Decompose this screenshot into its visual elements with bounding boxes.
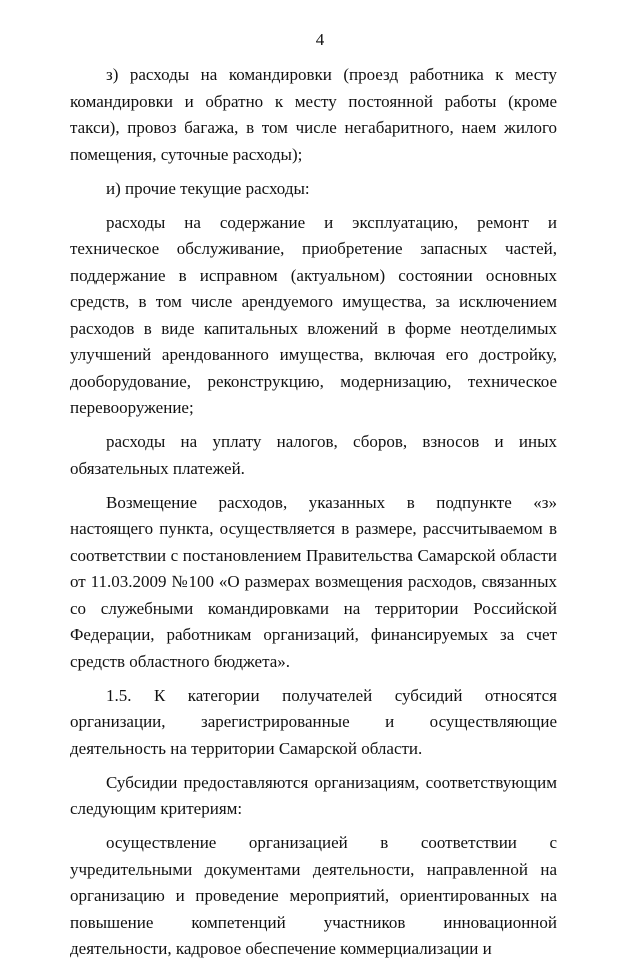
paragraph-item-i: и) прочие текущие расходы: [106,178,310,198]
page-number: 4 [315,30,325,49]
document-body [70,62,557,963]
paragraph-criterion-activity: осуществление организацией в соответствии с учредительными документами деятельности, направленной на организацию и проведение мероприятий, ориентированных на повышение компетенций участников инновационной деятельности, кадровое обеспечение коммерциализации и [70,833,557,958]
paragraph-maintenance-expenses: расходы на содержание и эксплуатацию, ремонт и техническое обслуживание, приобретение запасных частей, поддержание в исправном (актуальном) состоянии основных средств, в том числе арендуемого имущества, за исключением расходов в виде капитальных вложений в форме неотделимых улучшений арендованного имущества, включая его достройку, дооборудование, реконструкцию, модернизацию, техническое перевооружение; [70,212,557,417]
paragraph-item-z: з) расходы на командировки (проезд работника к месту командировки и обратно к месту постоянной работы (кроме такси), провоз багажа, в том числе негабаритного, наем жилого помещения, суточные расходы); [70,65,557,164]
paragraph-subsidy-criteria: Субсидии предоставляются организациям, соответствующим следующим критериям: [70,772,557,818]
paragraph-section-1-5: 1.5. К категории получателей субсидий относятся организации, зарегистрированные и осуществляющие деятельность на территории Самарской области. [70,685,557,758]
paragraph-tax-expenses: расходы на уплату налогов, сборов, взносов и иных обязательных платежей. [70,432,557,478]
paragraph-reimbursement: Возмещение расходов, указанных в подпункте «з» настоящего пункта, осуществляется в размере, рассчитываемом в соответствии с постановлением Правительства Самарской области от 11.03.2009 №100 «О размерах возмещения расходов, связанных со служебными командировками на территории Российской Федерации, работникам организаций, финансируемых за счет средств областного бюджета». [70,492,557,671]
